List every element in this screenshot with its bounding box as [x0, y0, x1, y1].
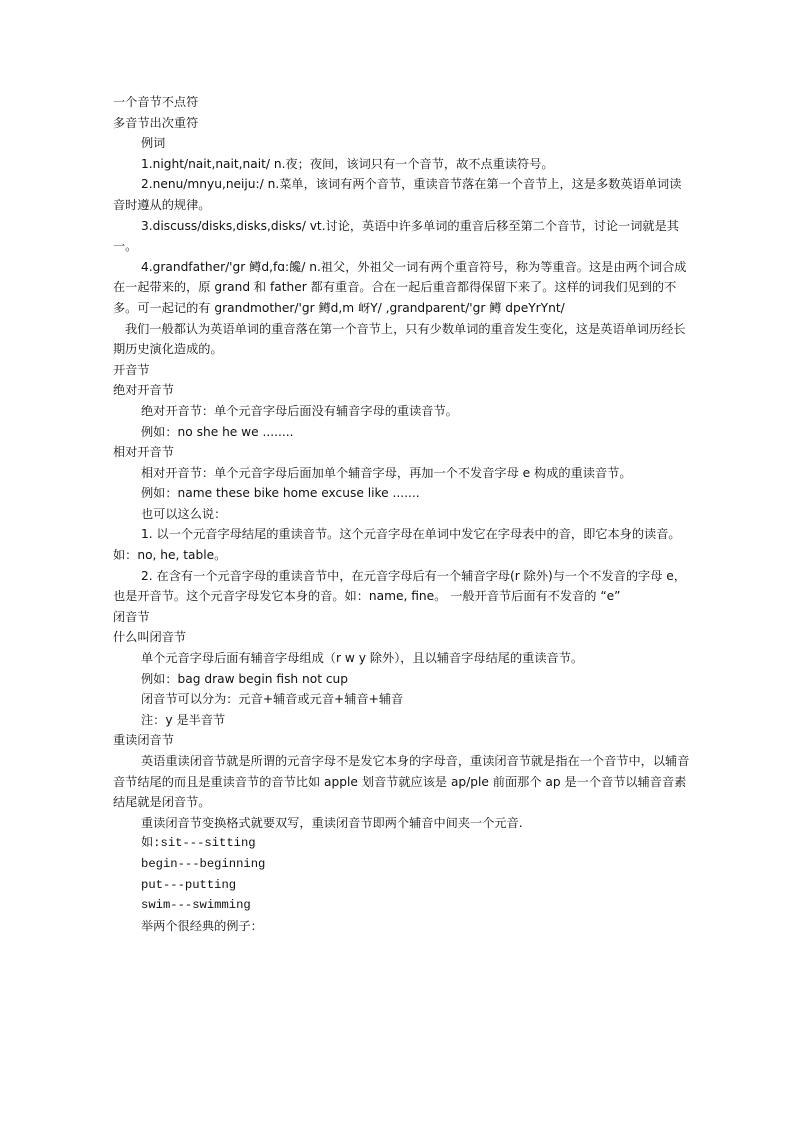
paragraph-line: 1.night/nait,nait,nait/ n.夜；夜间，该词只有一个音节，故不点重读符号。	[141, 156, 554, 171]
paragraph-line: 重读闭音节变换格式就要双写，重读闭音节即两个辅音中间夹一个元音.	[141, 815, 523, 830]
heading-line: 开音节	[113, 362, 150, 377]
paragraph-line: 例如：bag draw begin fish not cup	[141, 671, 349, 686]
heading-line: 一个音节不点符	[113, 95, 199, 109]
paragraph-line: 也可以这么说：	[141, 506, 227, 521]
heading-line: 绝对开音节	[113, 383, 174, 398]
paragraph-line: 4.grandfather/'gr 鳟d,fɑ:饞/ n.祖父，外祖父一词有两个重音符号，称为等重音。这是由两个词合成在一起带来的，原 grand 和 father 都有重音。合在一起后重音都得保留下来了。这样的词我们见到的不多。可一起记的有 grandmother/'gr 鳟d,m 岈Y/ ,grandparent/'gr 鳟 dpeYrYnt/	[113, 259, 687, 315]
paragraph-line: 例如：name these bike home excuse like .......	[141, 486, 420, 501]
paragraph-line: 英语重读闭音节就是所谓的元音字母不是发它本身的字母音，重读闭音节就是指在一个音节中，以辅音音节结尾的而且是重读音节的音节比如 apple 划音节就应该是 ap/ple 前面那个 ap 是一个音节以辅音音素结尾就是闭音节。	[113, 754, 690, 810]
paragraph-line: 绝对开音节：单个元音字母后面没有辅音字母的重读音节。	[141, 403, 458, 418]
paragraph-line: 例词	[141, 136, 166, 151]
example-line: begin---beginning	[141, 856, 266, 871]
heading-line: 多音节出次重符	[113, 115, 199, 130]
paragraph-line: 单个元音字母后面有辅音字母组成（r w y 除外），且以辅音字母结尾的重读音节。	[141, 651, 584, 666]
heading-line: 什么叫闭音节	[113, 630, 187, 645]
paragraph-line: 相对开音节：单个元音字母后面加单个辅音字母，再加一个不发音字母 e 构成的重读音节。	[141, 465, 632, 480]
example-line: swim---swimming	[141, 898, 251, 913]
paragraph-line: 闭音节可以分为：元音+辅音或元音+辅音+辅音	[141, 692, 404, 707]
example-line: put---putting	[141, 877, 237, 892]
paragraph-line: 1. 以一个元音字母结尾的重读音节。这个元音字母在单词中发它在字母表中的音，即它本身的读音。如：no, he, table。	[113, 527, 681, 563]
paragraph-line: 2. 在含有一个元音字母的重读音节中，在元音字母后有一个辅音字母(r 除外)与一个不发音的字母 e，也是开音节。这个元音字母发它本身的音。如：name, fine。 一般开音节后面有不发音的 “e”	[113, 568, 686, 604]
example-line: 如:sit---sitting	[141, 836, 256, 851]
paragraph-line: 注：y 是半音节	[141, 712, 226, 727]
paragraph-line: 2.nenu/mnyu,neiju:/ n.菜单，该词有两个音节，重读音节落在第一个音节上，这是多数英语单词读音时遵从的规律。	[113, 177, 682, 212]
paragraph-line: 例如：no she he we ........	[141, 424, 294, 439]
paragraph-line: 3.discuss/disks,disks,disks/ vt.讨论，英语中许多单词的重音后移至第二个音节，讨论一词就是其一。	[113, 218, 679, 254]
paragraph-line: 举两个很经典的例子：	[141, 918, 263, 933]
heading-line: 重读闭音节	[113, 733, 174, 748]
heading-line: 闭音节	[113, 609, 150, 624]
heading-line: 相对开音节	[113, 445, 174, 460]
paragraph-line: 我们一般都认为英语单词的重音落在第一个音节上，只有少数单词的重音发生变化，这是英语单词历经长期历史演化造成的。	[113, 321, 686, 357]
